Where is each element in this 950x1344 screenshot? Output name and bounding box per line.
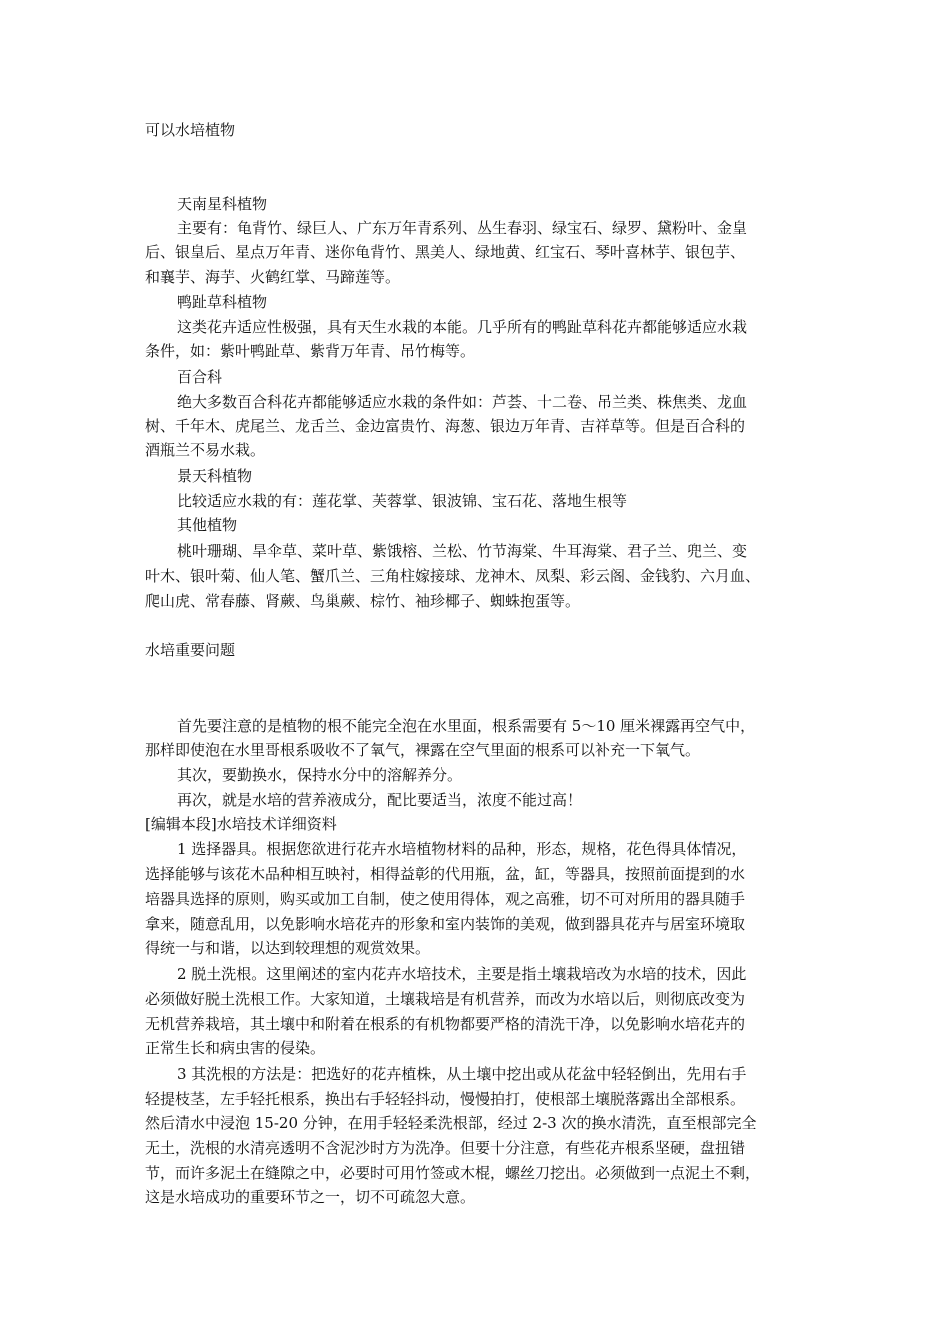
paragraph-line: 那样即使泡在水里哥根系吸收不了氧气，裸露在空气里面的根系可以补充一下氧气。 (145, 741, 701, 759)
group-heading-liliaceae: 百合科 (177, 368, 223, 386)
paragraph-line: 后、银皇后、星点万年青、迷你龟背竹、黑美人、绿地黄、红宝石、琴叶喜林芋、银包芋、 (145, 243, 746, 261)
paragraph-line: 3 其洗根的方法是：把选好的花卉植株，从土壤中挖出或从花盆中轻轻倒出，先用右手 (177, 1065, 747, 1083)
paragraph-line: 得统一与和谐，以达到较理想的观赏效果。 (145, 939, 431, 957)
paragraph-line: 选择能够与该花木品种相互映衬，相得益彰的代用瓶，盆，缸，等器具，按照前面提到的水 (145, 865, 746, 883)
paragraph-line: 和襄芋、海芋、火鹤红掌、马蹄莲等。 (145, 268, 401, 286)
section-title-hydroponic-plants: 可以水培植物 (145, 121, 236, 139)
paragraph-line: 首先要注意的是植物的根不能完全泡在水里面，根系需要有 5～10 厘米裸露再空气中， (177, 717, 756, 735)
paragraph-line: 培器具选择的原则，购买或加工自制，使之使用得体，观之高雅，切不可对所用的器具随手 (145, 890, 746, 908)
paragraph-line: 叶木、银叶菊、仙人笔、蟹爪兰、三角柱嫁接球、龙神木、凤梨、彩云阁、金钱豹、六月血、 (145, 567, 761, 585)
group-heading-commelinaceae: 鸭趾草科植物 (177, 293, 268, 311)
paragraph-line: 1 选择器具。根据您欲进行花卉水培植物材料的品种，形态，规格，花色得具体情况， (177, 840, 747, 858)
group-heading-crassulaceae: 景天科植物 (177, 467, 253, 485)
paragraph-line: 其次，要勤换水，保持水分中的溶解养分。 (177, 766, 463, 784)
paragraph-line: 树、千年木、虎尾兰、龙舌兰、金边富贵竹、海葱、银边万年青、吉祥草等。但是百合科的 (145, 417, 746, 435)
paragraph-line: 无土，洗根的水清亮透明不含泥沙时方为洗净。但要十分注意，有些花卉根系坚硬，盘扭错 (145, 1139, 746, 1157)
paragraph-line: 再次，就是水培的营养液成分，配比要适当，浓度不能过高！ (177, 791, 583, 809)
section-title-key-issues: 水培重要问题 (145, 641, 236, 659)
paragraph-line: 这类花卉适应性极强，具有天生水栽的本能。几乎所有的鸭趾草科花卉都能够适应水栽 (177, 318, 748, 336)
paragraph-line: 条件，如：紫叶鸭趾草、紫背万年青、吊竹梅等。 (145, 342, 476, 360)
subsection-heading-details: [编辑本段]水培技术详细资料 (145, 815, 337, 833)
paragraph-line: 爬山虎、常春藤、肾蕨、鸟巢蕨、棕竹、袖珍椰子、蜘蛛抱蛋等。 (145, 592, 581, 610)
paragraph-line: 桃叶珊瑚、旱伞草、菜叶草、紫饿榕、兰松、竹节海棠、牛耳海棠、君子兰、兜兰、变 (177, 542, 748, 560)
group-heading-araceae: 天南星科植物 (177, 195, 268, 213)
paragraph-line: 必须做好脱土洗根工作。大家知道，土壤栽培是有机营养，而改为水培以后，则彻底改变为 (145, 990, 746, 1008)
paragraph-line: 节，而许多泥土在缝隙之中，必要时可用竹签或木棍，螺丝刀挖出。必须做到一点泥土不剩， (145, 1164, 761, 1182)
group-heading-other-plants: 其他植物 (177, 516, 238, 534)
paragraph-line: 正常生长和病虫害的侵染。 (145, 1039, 326, 1057)
paragraph-line: 这是水培成功的重要环节之一，切不可疏忽大意。 (145, 1188, 476, 1206)
paragraph-line: 主要有：龟背竹、绿巨人、广东万年青系列、丛生春羽、绿宝石、绿罗、黛粉叶、金皇 (177, 219, 748, 237)
paragraph-line: 酒瓶兰不易水栽。 (145, 441, 266, 459)
paragraph-line: 无机营养栽培，其土壤中和附着在根系的有机物都要严格的清洗干净，以免影响水培花卉的 (145, 1015, 746, 1033)
paragraph-line: 拿来，随意乱用，以免影响水培花卉的形象和室内装饰的美观，做到器具花卉与居室环境取 (145, 915, 746, 933)
paragraph-line: 绝大多数百合科花卉都能够适应水栽的条件如：芦荟、十二卷、吊兰类、株焦类、龙血 (177, 393, 748, 411)
paragraph-line: 2 脱土洗根。这里阐述的室内花卉水培技术，主要是指土壤栽培改为水培的技术，因此 (177, 965, 747, 983)
paragraph-line: 轻提枝茎，左手轻托根系，换出右手轻轻抖动，慢慢拍打，使根部土壤脱落露出全部根系。 (145, 1090, 746, 1108)
paragraph-line: 比较适应水栽的有：莲花掌、芙蓉掌、银波锦、宝石花、落地生根等 (177, 492, 628, 510)
paragraph-line: 然后清水中浸泡 15-20 分钟，在用手轻轻柔洗根部，经过 2-3 次的换水清洗，直至根部完全 (145, 1114, 757, 1132)
